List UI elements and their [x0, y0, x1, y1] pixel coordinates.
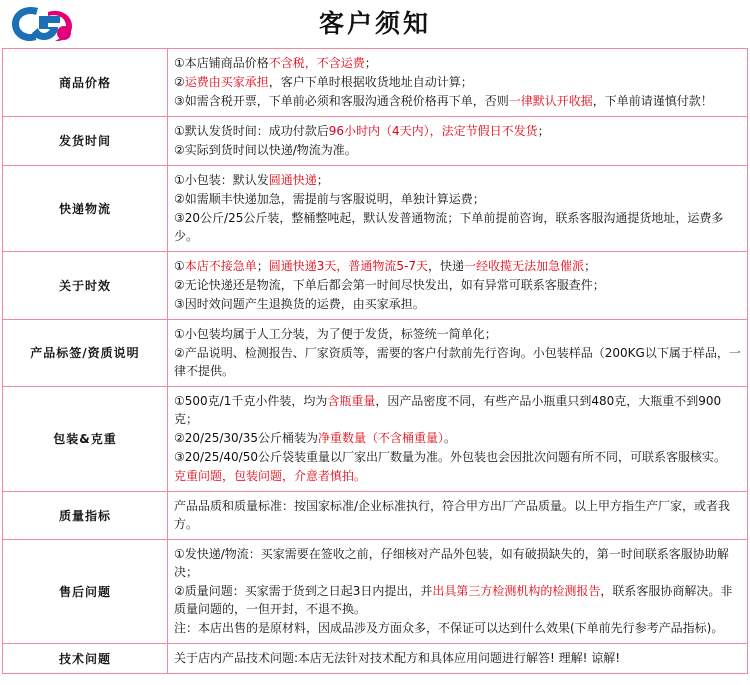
notice-row-label: 发货时间 [3, 117, 168, 166]
notice-line [174, 325, 741, 343]
highlight-text: 运费由买家承担 [184, 75, 269, 89]
notice-line [174, 276, 741, 294]
plain-text: ①小包装：默认发 [174, 173, 269, 187]
notice-line [174, 122, 741, 140]
highlight-text: 净重数量（不含桶重量） [317, 431, 444, 445]
table-row [3, 117, 748, 166]
plain-text: ； [537, 124, 550, 138]
notice-row-content [168, 117, 748, 166]
notice-line [174, 257, 741, 275]
plain-text: ①小包装均属于人工分装，为了便于发货，标签统一简单化； [174, 327, 497, 341]
plain-text: ①默认发货时间：成功付款后 [174, 124, 329, 138]
notice-row-label: 快递物流 [3, 166, 168, 252]
plain-text: ① [174, 259, 185, 273]
plain-text: 产品品质和质量标准：按国家标准/企业标准执行，符合甲方出厂产品质量。以上甲方指生产厂家，或者我方。 [174, 499, 731, 531]
notice-line [174, 171, 741, 189]
notice-line [174, 467, 741, 485]
highlight-text: 96小时内（4天内），法定节假日不发货 [328, 124, 538, 138]
notice-row-label: 售后问题 [3, 540, 168, 644]
plain-text: ③因时效问题产生退换货的运费，由买家承担。 [174, 297, 425, 311]
table-row [3, 252, 748, 320]
highlight-text: 一经收揽无法加急催派 [464, 259, 585, 273]
highlight-text: 克重问题，包装问题，介意者慎拍。 [174, 469, 367, 483]
notice-row-label: 质量指标 [3, 492, 168, 540]
notice-line [174, 209, 741, 245]
highlight-text: 一律默认开收据 [508, 94, 593, 108]
plain-text: ② [174, 75, 185, 89]
plain-text: ②质量问题：买家需于货到之日起3日内提出，并 [174, 584, 433, 598]
notice-line [174, 545, 741, 581]
notice-row-label: 包装&克重 [3, 387, 168, 492]
notice-line [174, 92, 741, 110]
plain-text: ①本店铺商品价格 [174, 56, 269, 70]
plain-text: ②无论快递还是物流，下单后都会第一时间尽快发出，如有异常可联系客服查件； [174, 278, 605, 292]
plain-text: 。 [443, 431, 456, 445]
notice-row-label: 技术问题 [3, 644, 168, 674]
notice-line [174, 619, 741, 637]
plain-text: ③20公斤/25公斤装，整桶整吨起，默认发普通物流；下单前提前咨询，联系客服沟通提货地址，运费多少。 [174, 211, 724, 243]
table-row [3, 540, 748, 644]
highlight-text: 圆通快递3天，普通物流5-7天 [268, 259, 429, 273]
notice-row-content [168, 252, 748, 320]
plain-text: ，因产品密度不同，有些产品小瓶重只到480克，大瓶重不到900克； [174, 394, 722, 426]
plain-text: 关于店内产品技术问题:本店无法针对技术配方和具体应用问题进行解答! 理解! 谅解! [174, 651, 621, 665]
plain-text: ，快递 [428, 259, 465, 273]
plain-text: ，下单前请谨慎付款！ [592, 94, 713, 108]
plain-text: ②产品说明、检测报告、厂家资质等，需要的客户付款前先行咨询。小包装样品（200KG以下属于样品，一律不提供。 [174, 346, 741, 378]
notice-line [174, 582, 741, 618]
highlight-text: 不含税，不含运费 [268, 56, 365, 70]
plain-text: ①500克/1千克小件装，均为 [174, 394, 328, 408]
notice-row-content [168, 49, 748, 117]
plain-text: ； [364, 56, 377, 70]
customer-notice-table [2, 48, 748, 674]
table-row [3, 166, 748, 252]
plain-text: ； [584, 259, 597, 273]
notice-line [174, 344, 741, 380]
notice-row-content [168, 492, 748, 540]
highlight-text: 含瓶重量 [327, 394, 376, 408]
plain-text: ③如需含税开票，下单前必须和客服沟通含税价格再下单，否则 [174, 94, 509, 108]
notice-line [174, 649, 741, 667]
page-header [0, 0, 750, 48]
notice-row-label: 产品标签/资质说明 [3, 320, 168, 387]
notice-line [174, 73, 741, 91]
page-title: 客户须知 [318, 9, 431, 38]
plain-text: ，联系客服协商解决。非质量问题的，一但开封，不退不换。 [174, 584, 733, 616]
highlight-text: 出具第三方检测机构的检测报告 [432, 584, 601, 598]
highlight-text: 圆通快递 [268, 173, 317, 187]
notice-row-label: 商品价格 [3, 49, 168, 117]
plain-text: ②如需顺丰快递加急，需提前与客服说明，单独计算运费； [174, 192, 485, 206]
notice-row-label: 关于时效 [3, 252, 168, 320]
notice-line [174, 497, 741, 533]
notice-line [174, 392, 741, 428]
plain-text: ②实际到货时间以快递/物流为准。 [174, 143, 357, 157]
notice-line [174, 190, 741, 208]
plain-text: ； [316, 173, 329, 187]
table-row [3, 644, 748, 674]
notice-line [174, 141, 741, 159]
plain-text: ，客户下单时根据收货地址自动计算； [268, 75, 473, 89]
notice-line [174, 54, 741, 72]
table-row [3, 492, 748, 540]
table-row [3, 387, 748, 492]
notice-line [174, 448, 741, 466]
plain-text: ； [256, 259, 269, 273]
plain-text: 注：本店出售的是原材料，因成品涉及方面众多，不保证可以达到什么效果(下单前先行参考产品指标)。 [174, 621, 724, 635]
table-row [3, 320, 748, 387]
notice-table-body [3, 49, 748, 674]
notice-row-content [168, 166, 748, 252]
notice-row-content [168, 644, 748, 674]
notice-line [174, 295, 741, 313]
notice-row-content [168, 387, 748, 492]
notice-row-content [168, 320, 748, 387]
company-logo-icon [8, 2, 84, 46]
table-row [3, 49, 748, 117]
plain-text: ①发快递/物流：买家需要在签收之前，仔细核对产品外包装，如有破损缺失的，第一时间联系客服协助解决； [174, 547, 729, 579]
plain-text: ③20/25/40/50公斤袋装重量以厂家出厂数量为准。外包装也会因批次问题有所不同，可联系客服核实。 [174, 450, 726, 464]
highlight-text: 本店不接急单 [184, 259, 257, 273]
notice-line [174, 429, 741, 447]
plain-text: ②20/25/30/35公斤桶装为 [174, 431, 318, 445]
notice-row-content [168, 540, 748, 644]
